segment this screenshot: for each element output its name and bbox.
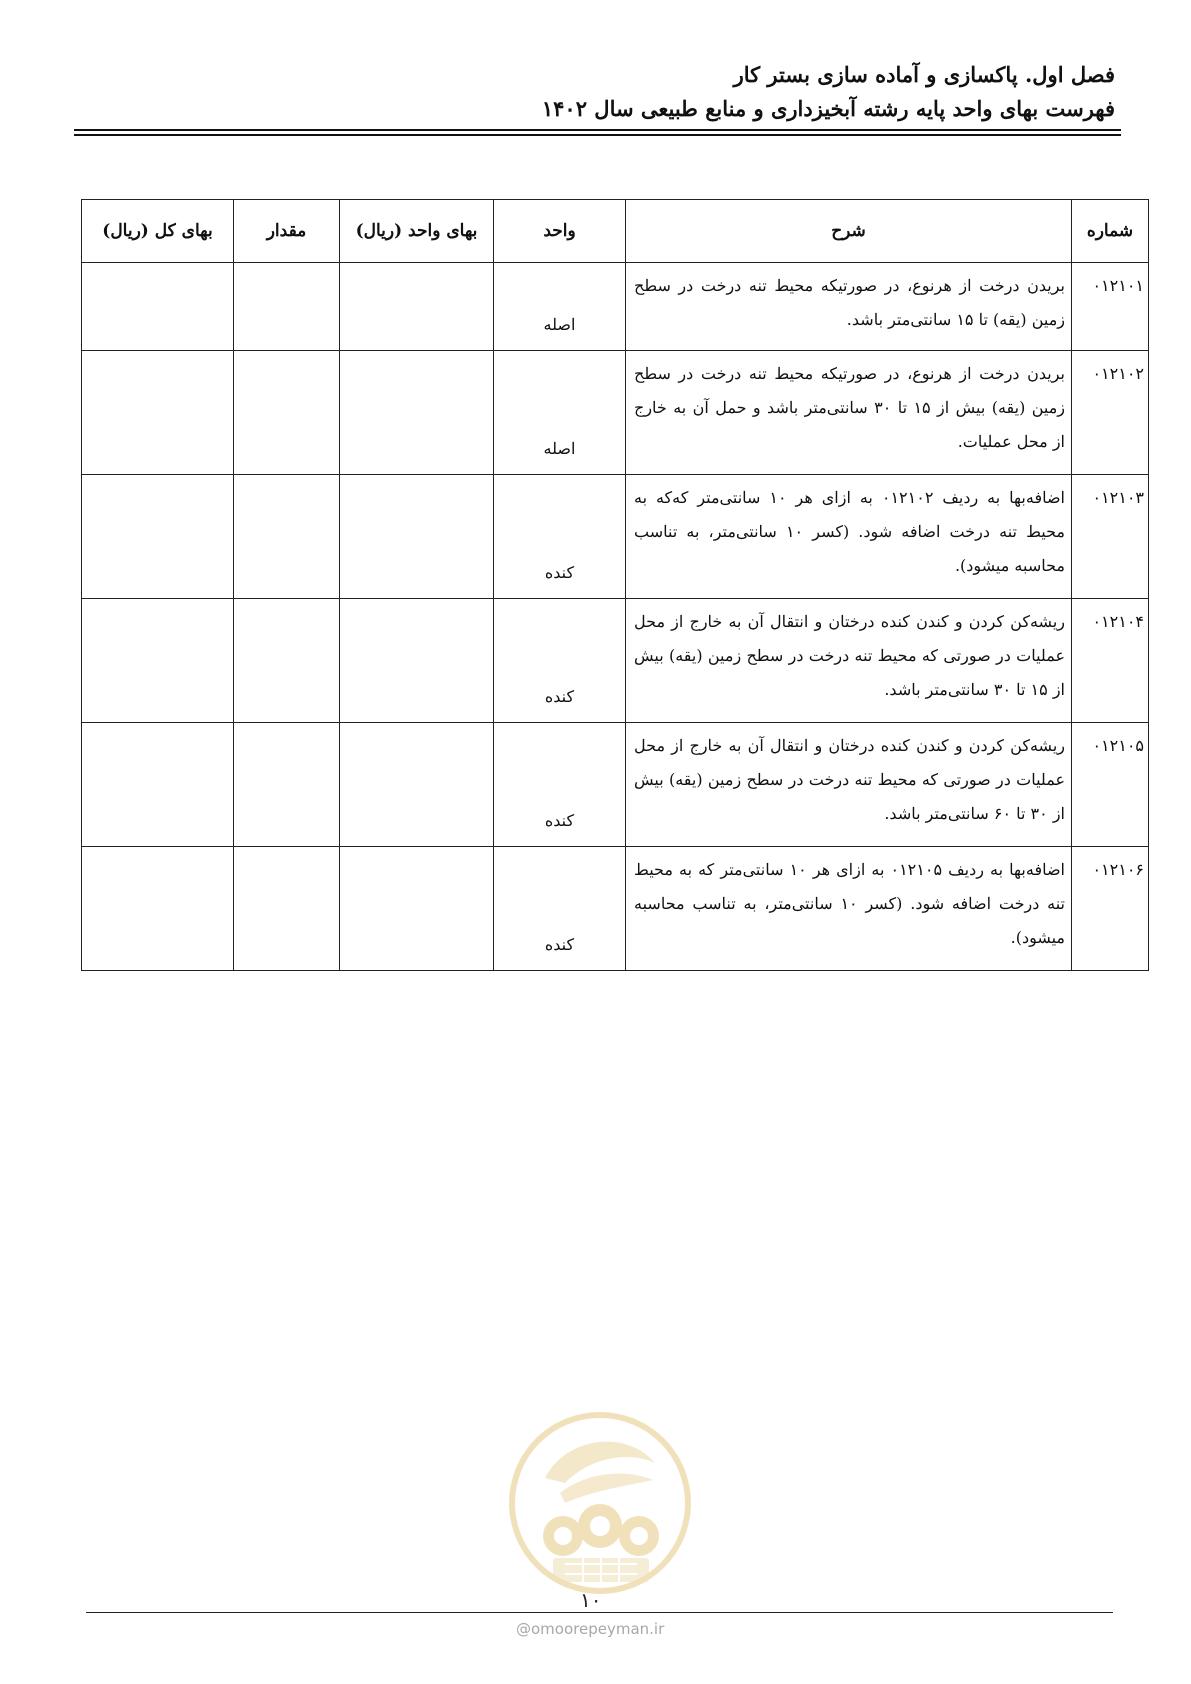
row-total-price-cell [82, 723, 234, 847]
page-number: ۱۰ [580, 1588, 602, 1612]
row-quantity-cell [234, 847, 340, 971]
row-unit-price-cell [340, 263, 494, 351]
col-header-unit-price: بهای واحد (ریال) [340, 200, 494, 263]
row-description: ریشه‌کن کردن و کندن کنده درختان و انتقال آن به خارج از محل عملیات در صورتی که محیط تنه درخت در سطح زمین (یقه) بیش از ۱۵ تا ۳۰ سانتی‌متر باشد. [626, 599, 1072, 723]
row-quantity-cell [234, 723, 340, 847]
col-header-description: شرح [626, 200, 1072, 263]
row-quantity-cell [234, 475, 340, 599]
table-row [82, 263, 1149, 351]
row-number: ۰۱۲۱۰۱ [1072, 263, 1149, 351]
row-unit: اصله [494, 263, 626, 351]
row-description: ریشه‌کن کردن و کندن کنده درختان و انتقال آن به خارج از محل عملیات در صورتی که محیط تنه درخت در سطح زمین (یقه) بیش از ۳۰ تا ۶۰ سانتی‌متر باشد. [626, 723, 1072, 847]
row-total-price-cell [82, 847, 234, 971]
col-header-quantity: مقدار [234, 200, 340, 263]
row-unit-price-cell [340, 351, 494, 475]
row-quantity-cell [234, 351, 340, 475]
row-unit: کنده [494, 723, 626, 847]
row-number: ۰۱۲۱۰۵ [1072, 723, 1149, 847]
table-row [82, 475, 1149, 599]
row-description: اضافه‌بها به ردیف ۰۱۲۱۰۲ به ازای هر ۱۰ سانتی‌متر که‌که به محیط تنه درخت اضافه شود. (کسر ۱۰ سانتی‌متر، به تناسب محاسبه میشود). [626, 475, 1072, 599]
row-total-price-cell [82, 351, 234, 475]
row-description: بریدن درخت از هرنوع، در صورتیکه محیط تنه درخت در سطح زمین (یقه) بیش از ۱۵ تا ۳۰ سانتی‌متر باشد و حمل آن به خارج از محل عملیات. [626, 351, 1072, 475]
row-unit: کنده [494, 475, 626, 599]
row-unit: کنده [494, 599, 626, 723]
row-unit: اصله [494, 351, 626, 475]
header-rule-top [74, 129, 1121, 131]
col-header-total-price: بهای کل (ریال) [82, 200, 234, 263]
row-number: ۰۱۲۱۰۲ [1072, 351, 1149, 475]
row-total-price-cell [82, 475, 234, 599]
row-unit-price-cell [340, 599, 494, 723]
chapter-title: فصل اول. پاکسازی و آماده سازی بستر کار [733, 62, 1115, 87]
row-number: ۰۱۲۱۰۶ [1072, 847, 1149, 971]
row-unit-price-cell [340, 847, 494, 971]
row-number: ۰۱۲۱۰۴ [1072, 599, 1149, 723]
row-unit: کنده [494, 847, 626, 971]
table-row [82, 599, 1149, 723]
price-table [81, 199, 1149, 971]
row-description: اضافه‌بها به ردیف ۰۱۲۱۰۵ به ازای هر ۱۰ سانتی‌متر که به محیط تنه درخت اضافه شود. (کسر ۱۰ سانتی‌متر، به تناسب محاسبه میشود). [626, 847, 1072, 971]
page-header [542, 60, 1115, 124]
row-total-price-cell [82, 263, 234, 351]
col-header-number: شماره [1072, 200, 1149, 263]
header-rule-bottom [74, 134, 1121, 136]
website-watermark: @omoorepeyman.ir [516, 1620, 665, 1638]
footer-rule [86, 1612, 1113, 1613]
row-quantity-cell [234, 599, 340, 723]
table-header-row [82, 200, 1149, 263]
table-row [82, 723, 1149, 847]
row-quantity-cell [234, 263, 340, 351]
document-subtitle: فهرست بهای واحد پایه رشته آبخیزداری و منابع طبیعی سال ۱۴۰۲ [541, 96, 1115, 121]
col-header-unit: واحد [494, 200, 626, 263]
table-row [82, 351, 1149, 475]
row-description: بریدن درخت از هرنوع، در صورتیکه محیط تنه درخت در سطح زمین (یقه) تا ۱۵ سانتی‌متر باشد. [626, 263, 1072, 351]
omoore-peyman-logo-icon [505, 1408, 695, 1598]
row-total-price-cell [82, 599, 234, 723]
row-unit-price-cell [340, 723, 494, 847]
row-unit-price-cell [340, 475, 494, 599]
table-row [82, 847, 1149, 971]
row-number: ۰۱۲۱۰۳ [1072, 475, 1149, 599]
